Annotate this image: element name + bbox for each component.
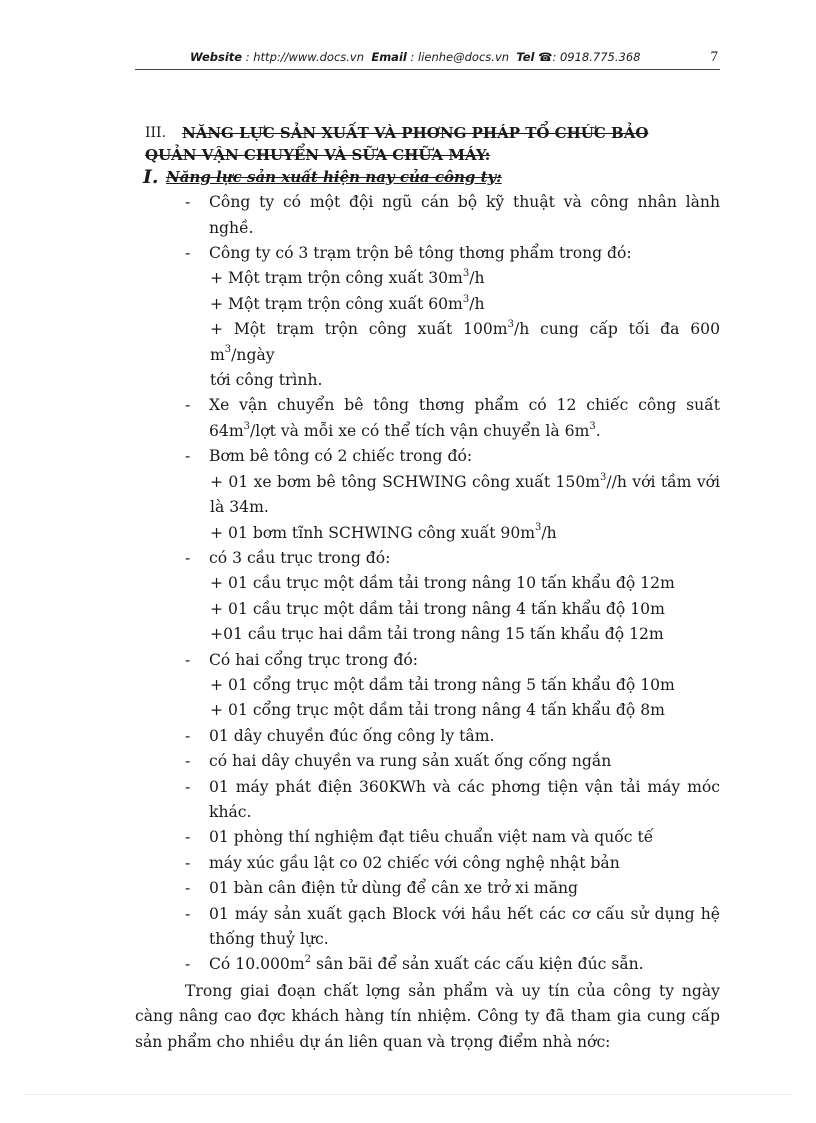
bullet-dash: - (185, 726, 191, 745)
sub-item-text: + 01 xe bơm bê tông SCHWING công xuất 150m (210, 472, 601, 491)
sub-item (135, 470, 720, 521)
list-item (135, 825, 720, 850)
sub-item-text: + 01 cổng trục một dầm tải trong nâng 4 tấn khẩu độ 8m (210, 701, 665, 720)
sub-item (135, 266, 720, 291)
list-item-text: sân bãi để sản xuất các cấu kiện đúc sẵn. (311, 955, 644, 974)
superscript: 3 (589, 420, 596, 432)
sub-item-text: /ngày (231, 345, 275, 364)
list-item (135, 241, 720, 266)
website-label: Website (190, 50, 243, 64)
subsection-title: Năng lực sản xuất hiện nay của công ty: (166, 167, 502, 186)
list-item (135, 444, 720, 469)
sub-item-text: + Một trạm trộn công xuất 60m (210, 294, 463, 313)
list-item-text: Có hai cổng trục trong đó: (209, 650, 418, 669)
sub-item-text: + 01 cầu trục một dầm tải trong nâng 4 tấn khẩu độ 10m (210, 599, 665, 618)
bullet-dash: - (185, 777, 191, 796)
list-item-text: Bơm bê tông có 2 chiếc trong đó: (209, 447, 473, 466)
superscript: 3 (535, 522, 542, 534)
sub-item-text: + Một trạm trộn công xuất 100m (210, 320, 508, 339)
sub-item (135, 571, 720, 596)
body-paragraph: Trong giai đoạn chất lợng sản phẩm và uy tín của công ty ngày càng nâng cao đợc khách hàng tín nhiệm. Công ty đã tham gia cung cấp sản phẩm cho nhiều dự án liên quan và trọng điểm nhà nớc: (135, 981, 720, 1051)
bullet-dash: - (185, 752, 191, 771)
sub-item-text: tới công trình. (210, 371, 323, 390)
list-item-text: Có 10.000m (209, 955, 305, 974)
superscript: 3 (462, 293, 470, 305)
list-item-text: /lợt và mỗi xe có thể tích vận chuyển là 6m (250, 421, 590, 440)
subsection-heading (135, 165, 720, 190)
sub-item (135, 698, 720, 723)
bullet-dash: - (185, 193, 191, 212)
sub-item (135, 597, 720, 622)
list-item-text: Công ty có một đội ngũ cán bộ kỹ thuật và công nhân lành nghề. (209, 193, 720, 237)
list-item (135, 851, 720, 876)
sub-item (135, 521, 720, 546)
list-item-text: 01 máy sản xuất gạch Block với hầu hết các cơ cấu sử dụng hệ thống thuỷ lực. (209, 904, 720, 948)
sub-item-text: //h với tầm với là 34m. (210, 472, 720, 517)
sub-item-text: /h (541, 523, 557, 542)
bullet-dash: - (185, 396, 191, 415)
superscript: 3 (462, 268, 470, 280)
bullet-dash: - (185, 447, 191, 466)
list-item-text: 01 bàn cân điện tử dùng để cân xe trở xi măng (209, 879, 579, 898)
list-item (135, 749, 720, 774)
bullet-dash: - (185, 650, 191, 669)
sub-item-text: + 01 bơm tĩnh SCHWING công xuất 90m (210, 523, 536, 542)
section-title-line2: QUẢN VẬN CHUYỂN VÀ SỮA CHỮA MÁY: (145, 146, 491, 165)
page-number: 7 (710, 49, 718, 65)
list-item-text: máy xúc gầu lật co 02 chiếc với công nghệ nhật bản (209, 853, 620, 872)
list-item-text: 01 máy phát điện 360KWh và các phơng tiện vận tải máy móc khác. (209, 777, 720, 821)
subsection-number: I. (143, 165, 159, 188)
bullet-dash: - (185, 853, 191, 872)
list-item (135, 902, 720, 953)
sub-item-text: /h (469, 294, 485, 313)
bullet-dash: - (185, 828, 191, 847)
email-label: Email (371, 50, 407, 64)
document-body (135, 121, 720, 1055)
superscript: 3 (600, 471, 607, 483)
list-item (135, 775, 720, 826)
sub-item-text: /h (469, 269, 485, 288)
website-url[interactable]: : http://www.docs.vn (245, 50, 365, 64)
sub-item (135, 622, 720, 647)
sub-item-text: + 01 cổng trục một dầm tải trong nâng 5 tấn khẩu độ 10m (210, 675, 675, 694)
sub-item (135, 317, 720, 368)
section-number: III. (145, 125, 167, 141)
superscript: 3 (224, 344, 232, 356)
superscript: 3 (507, 319, 514, 331)
list-item-text: có hai dây chuyền va rung sản xuất ống cống ngắn (209, 752, 612, 771)
email-address[interactable]: : lienhe@docs.vn (410, 50, 510, 64)
sub-item-text: /h cung cấp tối đa 600 m (210, 320, 720, 364)
list-item (135, 952, 720, 977)
sub-item-text: +01 cầu trục hai dầm tải trong nâng 15 tấn khẩu độ 12m (210, 625, 664, 644)
page-header (135, 47, 720, 70)
bullet-dash: - (185, 879, 191, 898)
contact-line (190, 50, 640, 64)
list-item (135, 876, 720, 901)
list-item (135, 190, 720, 241)
superscript: 2 (304, 954, 312, 966)
list-item-text: . (595, 421, 601, 440)
phone-number: : 0918.775.368 (552, 50, 641, 64)
superscript: 3 (243, 420, 251, 432)
sub-item (135, 368, 720, 393)
list-item-text: Công ty có 3 trạm trộn bê tông thơng phẩm trong đó: (209, 244, 632, 263)
list-item (135, 546, 720, 571)
bullet-dash: - (185, 904, 191, 923)
bullet-dash: - (185, 955, 191, 974)
sub-item (135, 292, 720, 317)
list-item-text: 01 phòng thí nghiệm đạt tiêu chuẩn việt nam và quốc tế (209, 828, 654, 847)
list-item (135, 393, 720, 444)
list-item-text: có 3 cầu trục trong đó: (209, 548, 391, 567)
bullet-dash: - (185, 548, 191, 567)
footer-rule (25, 1094, 791, 1095)
sub-item-text: + Một trạm trộn công xuất 30m (210, 269, 463, 288)
section-title-line1: NĂNG LỰC SẢN XUẤT VÀ PHƠNG PHÁP TỔ CHỨC BẢO (182, 124, 649, 142)
sub-item-text: + 01 cầu trục một dầm tải trong nâng 10 tấn khẩu độ 12m (210, 574, 675, 593)
list-item-text: 01 dây chuyền đúc ống công ly tâm. (209, 726, 495, 745)
sub-item (135, 673, 720, 698)
list-item-text: Xe vận chuyển bê tông thơng phẩm có 12 chiếc công suất 64m (209, 396, 720, 440)
list-item (135, 648, 720, 673)
tel-label: Tel (516, 50, 535, 64)
phone-icon: ☎ (538, 50, 553, 64)
list-item (135, 724, 720, 749)
bullet-dash: - (185, 244, 191, 263)
capacity-list (135, 190, 720, 978)
section-heading (135, 121, 720, 169)
